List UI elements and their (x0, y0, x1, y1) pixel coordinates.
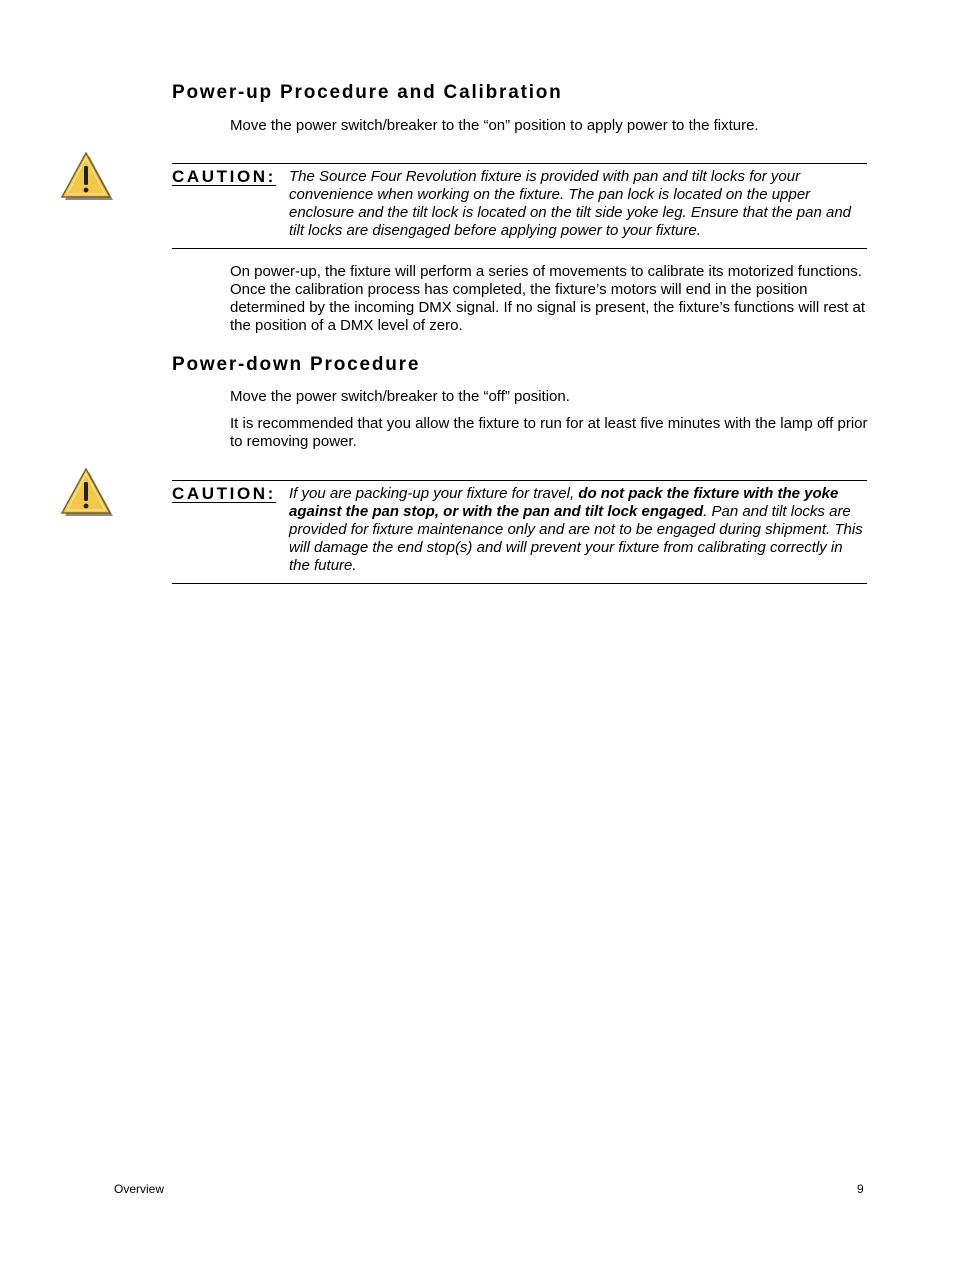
caution-text-emphasis: do not pack the fixture with the yoke against the pan stop, or with the pan and tilt lock engaged (289, 485, 839, 520)
caution-label: CAUTION: (172, 484, 276, 503)
caution-text (289, 481, 867, 583)
footer-section-name: Overview (114, 1182, 165, 1196)
section-heading-power-down: Power-down Procedure (172, 354, 421, 375)
warning-triangle-icon (58, 152, 114, 204)
power-down-para-1: Move the power switch/breaker to the “off” position. (230, 388, 570, 405)
footer-page-number: 9 (857, 1182, 864, 1196)
power-up-intro: Move the power switch/breaker to the “on” position to apply power to the fixture. (230, 117, 759, 134)
caution-label: CAUTION: (172, 167, 276, 186)
power-down-para-2: It is recommended that you allow the fixture to run for at least five minutes with the lamp off prior to removing power. (230, 415, 868, 450)
caution-box-locks (172, 163, 867, 249)
caution-text-part-1: If you are packing-up your fixture for travel, (289, 485, 579, 502)
caution-box-packing (172, 480, 867, 584)
caution-text: The Source Four Revolution fixture is provided with pan and tilt locks for your convenience when working on the fixture. The pan lock is located on the upper enclosure and the tilt lock is located on the tilt side yoke leg. Ensure that the pan and tilt locks are disengaged before applying power to your fixture. (289, 168, 852, 239)
power-up-body: On power-up, the fixture will perform a series of movements to calibrate its motorized functions. Once the calibration process has completed, the fixture’s motors will end in the position determined by the incoming DMX signal. If no signal is present, the fixture’s functions will rest at the position of a DMX level of zero. (230, 263, 866, 334)
warning-triangle-icon (58, 468, 114, 520)
caution-text-part-2: . Pan and tilt locks are provided for fixture maintenance only and are not to be engaged during shipment. This will damage the end stop(s) and will prevent your fixture from calibrating correctly in the future. (289, 503, 863, 574)
section-heading-power-up: Power-up Procedure and Calibration (172, 82, 563, 103)
